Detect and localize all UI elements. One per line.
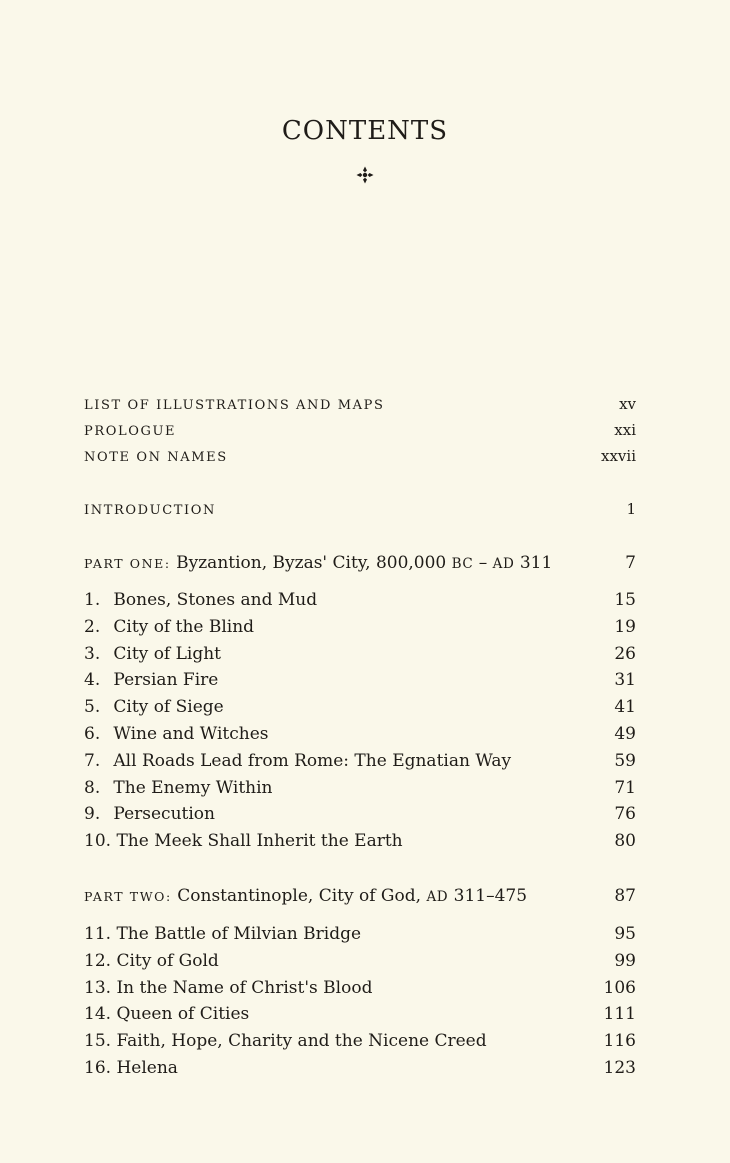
toc-chapter-entry[interactable] bbox=[84, 1058, 636, 1078]
entry-page: 87 bbox=[614, 886, 636, 906]
fleuron-ornament-icon bbox=[356, 166, 374, 184]
chapter-number: 2. bbox=[84, 616, 101, 637]
entry-page: xxvii bbox=[601, 447, 636, 465]
chapter-number: 12. bbox=[84, 950, 112, 971]
chapter-name: Persecution bbox=[113, 804, 215, 825]
chapter-page: 19 bbox=[614, 616, 636, 637]
chapter-title bbox=[84, 1031, 487, 1051]
chapter-page: 41 bbox=[614, 697, 636, 718]
chapter-title bbox=[84, 924, 361, 944]
entry-title: LIST OF ILLUSTRATIONS AND MAPS bbox=[84, 398, 385, 413]
part-year: 311 bbox=[519, 553, 553, 573]
part-title bbox=[84, 553, 552, 573]
part-two-heading[interactable] bbox=[84, 886, 636, 906]
chapter-title bbox=[84, 590, 317, 610]
chapter-page: 111 bbox=[603, 1004, 636, 1025]
chapter-title bbox=[84, 644, 221, 664]
chapter-name: All Roads Lead from Rome: The Egnatian Way bbox=[113, 750, 512, 771]
entry-page: 7 bbox=[625, 553, 636, 573]
toc-chapter-entry[interactable] bbox=[84, 617, 636, 637]
chapter-title bbox=[84, 778, 272, 798]
entry-title: PROLOGUE bbox=[84, 424, 177, 439]
page-title: CONTENTS bbox=[281, 116, 449, 146]
chapter-page: 31 bbox=[614, 670, 636, 691]
toc-entry-introduction[interactable] bbox=[84, 500, 636, 518]
chapter-title bbox=[84, 697, 224, 717]
toc-entry-illustrations[interactable] bbox=[84, 395, 636, 413]
chapter-name: In the Name of Christ's Blood bbox=[116, 977, 373, 998]
era-dash: – bbox=[478, 553, 488, 573]
toc-chapter-entry[interactable] bbox=[84, 751, 636, 771]
part-label: PART ONE: bbox=[84, 556, 171, 571]
chapter-name: Faith, Hope, Charity and the Nicene Creed bbox=[116, 1031, 487, 1052]
chapter-name: City of Light bbox=[113, 643, 222, 664]
toc-chapter-entry[interactable] bbox=[84, 590, 636, 610]
chapter-title bbox=[84, 1058, 178, 1078]
part-one-heading[interactable] bbox=[84, 553, 636, 573]
chapter-page: 59 bbox=[614, 750, 636, 771]
toc-chapter-entry[interactable] bbox=[84, 670, 636, 690]
chapter-page: 95 bbox=[614, 924, 636, 944]
chapter-page: 99 bbox=[614, 950, 636, 971]
chapter-title bbox=[84, 951, 219, 971]
chapter-number: 8. bbox=[84, 777, 101, 798]
toc-chapter-entry[interactable] bbox=[84, 778, 636, 798]
chapter-title bbox=[84, 978, 372, 998]
chapter-number: 3. bbox=[84, 643, 101, 664]
chapter-number: 1. bbox=[84, 590, 101, 610]
chapter-page: 123 bbox=[603, 1058, 636, 1078]
toc-chapter-entry[interactable] bbox=[84, 644, 636, 664]
entry-title: INTRODUCTION bbox=[84, 503, 216, 518]
part-name: Constantinople, City of God, bbox=[177, 886, 422, 906]
chapter-title bbox=[84, 617, 254, 637]
chapter-name: The Battle of Milvian Bridge bbox=[116, 924, 362, 944]
chapter-name: City of Siege bbox=[113, 697, 224, 718]
chapter-title bbox=[84, 670, 218, 690]
toc-entry-note-on-names[interactable] bbox=[84, 447, 636, 465]
chapter-title bbox=[84, 831, 403, 851]
chapter-name: City of the Blind bbox=[113, 616, 255, 637]
chapter-name: The Meek Shall Inherit the Earth bbox=[116, 831, 403, 852]
chapter-number: 4. bbox=[84, 670, 101, 691]
chapter-title bbox=[84, 1004, 249, 1024]
chapter-name: The Enemy Within bbox=[113, 777, 273, 798]
part-name: Byzantion, Byzas' City, 800,000 bbox=[176, 553, 447, 573]
toc-chapter-entry[interactable] bbox=[84, 924, 636, 944]
chapter-page: 116 bbox=[603, 1031, 636, 1052]
chapter-number: 10. bbox=[84, 831, 112, 852]
chapter-title bbox=[84, 751, 511, 771]
entry-title: NOTE ON NAMES bbox=[84, 450, 228, 465]
chapter-number: 16. bbox=[84, 1058, 112, 1078]
chapter-name: Persian Fire bbox=[113, 670, 219, 691]
entry-page: 1 bbox=[626, 500, 636, 518]
toc-entry-prologue[interactable] bbox=[84, 421, 636, 439]
part-label: PART TWO: bbox=[84, 889, 172, 904]
toc-chapter-entry[interactable] bbox=[84, 804, 636, 824]
era: AD bbox=[426, 889, 449, 905]
toc-chapter-entry[interactable] bbox=[84, 951, 636, 971]
chapter-number: 11. bbox=[84, 924, 112, 944]
toc-chapter-entry[interactable] bbox=[84, 724, 636, 744]
chapter-name: Helena bbox=[116, 1058, 178, 1078]
chapter-page: 26 bbox=[614, 643, 636, 664]
era-start: BC bbox=[451, 556, 474, 572]
chapter-page: 76 bbox=[614, 804, 636, 825]
chapter-name: Wine and Witches bbox=[113, 724, 269, 744]
part-years: 311–475 bbox=[453, 886, 528, 906]
chapter-page: 71 bbox=[614, 777, 636, 798]
toc-chapter-entry[interactable] bbox=[84, 831, 636, 851]
toc-chapter-entry[interactable] bbox=[84, 1031, 636, 1051]
chapter-number: 15. bbox=[84, 1031, 112, 1052]
fleuron-icon bbox=[0, 166, 730, 189]
chapter-name: Queen of Cities bbox=[116, 1004, 250, 1025]
chapter-number: 9. bbox=[84, 804, 101, 825]
chapter-number: 5. bbox=[84, 697, 101, 718]
chapter-page: 49 bbox=[614, 724, 636, 744]
chapter-page: 15 bbox=[614, 590, 636, 610]
toc-chapter-entry[interactable] bbox=[84, 697, 636, 717]
chapter-number: 14. bbox=[84, 1004, 112, 1025]
chapter-number: 6. bbox=[84, 724, 101, 744]
era-end: AD bbox=[492, 556, 515, 572]
chapter-page: 80 bbox=[614, 831, 636, 852]
chapter-name: Bones, Stones and Mud bbox=[113, 590, 318, 610]
chapter-number: 7. bbox=[84, 750, 101, 771]
chapter-number: 13. bbox=[84, 977, 112, 998]
part-title bbox=[84, 886, 527, 906]
toc-chapter-entry[interactable] bbox=[84, 1004, 636, 1024]
entry-page: xxi bbox=[614, 421, 636, 439]
chapter-name: City of Gold bbox=[116, 950, 219, 971]
entry-page: xv bbox=[619, 395, 636, 413]
toc-chapter-entry[interactable] bbox=[84, 978, 636, 998]
chapter-title bbox=[84, 724, 269, 744]
chapter-title bbox=[84, 804, 215, 824]
chapter-page: 106 bbox=[603, 977, 636, 998]
